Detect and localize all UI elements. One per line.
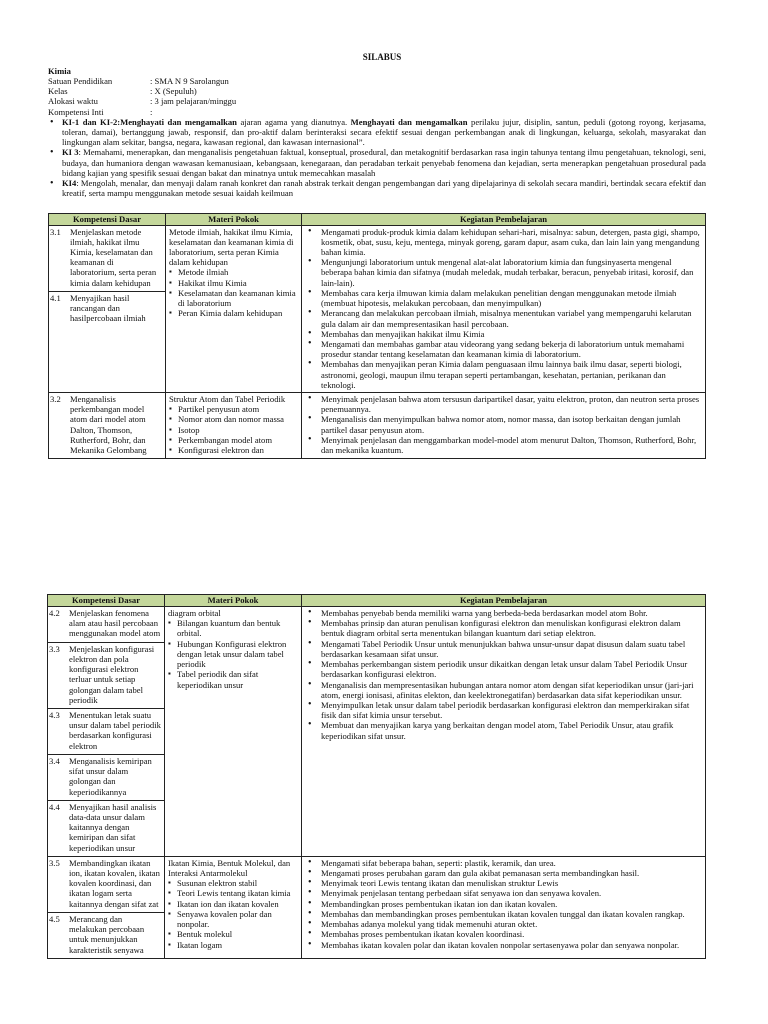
syllabus-table-2 [47, 594, 706, 959]
materi-list [168, 878, 298, 950]
ki-text: ajaran agama yang dianutnya. [236, 116, 351, 127]
materi-item: ▪ Keselamatan dan keamanan kimia di laboratorium [169, 288, 298, 308]
kd-text: Menjelaskan metode ilmiah, hakikat ilmu Kimia, keselamatan dan keamanan di laboratorium, serta peran kimia dalam kehidupan [70, 226, 157, 288]
materi-item: ▪ Partikel penyusun atom [169, 404, 298, 414]
materi-item: ▪ Senyawa kovalen polar dan nonpolar. [168, 909, 298, 929]
kd-item [48, 607, 164, 643]
kegiatan-item: • Membahas dan membandingkan proses pembentukan ikatan kovalen tunggal dan ikatan kovalen rangkap. [305, 909, 702, 919]
materi-item: ▪ Nomor atom dan nomor massa [169, 414, 298, 424]
kd-number: 4.3 [49, 709, 60, 720]
kd-text: Menganalisis perkembangan model atom dari model atom Dalton, Thomson, Rutherford, Bohr, dan Mekanika Gelombang [70, 394, 147, 456]
kegiatan-item: • Membahas ikatan kovalen polar dan ikatan kovalen nonpolar sertasenyawa polar dan senyawa nonpolar. [305, 940, 702, 950]
kd-number: 4.1 [50, 292, 61, 303]
ki-text: : Memahami, menerapkan, dan menganalisis pengetahuan faktual, konseptual, prosedural, dan metakognitif berdasarkan rasa ingin tahunya tentang ilmu pengetahuan, teknologi, seni, budaya, dan humaniora dengan wawasan kemanusiaan, kebangsaan, kenegaraan, dan peradaban terkait penyebab fenomena dan kejadian, serta menerapkan pengetahuan prosedural pada bidang kajian yang spesifik sesuai dengan bakat dan minatnya untuk memecahkan masalah [62, 147, 706, 178]
col-header-kg: Kegiatan Pembelajaran [302, 595, 706, 607]
kd-item [49, 226, 165, 292]
kegiatan-item: • Membahas adanya molekul yang tidak memenuhi aturan oktet. [305, 919, 702, 929]
kegiatan-item: • Menyimak penjelasan dan menggambarkan model-model atom menurut Dalton, Thomson, Rutherford, Bohr, dan mekanika kuantum. [305, 435, 702, 455]
meta-label: Kelas [48, 86, 68, 97]
col-header-mp: Materi Pokok [165, 595, 302, 607]
kompetensi-dasar-cell [49, 225, 166, 393]
col-header-mp: Materi Pokok [166, 213, 302, 225]
table-header-row [49, 213, 706, 225]
kd-item [48, 709, 164, 755]
materi-item: ▪ Hubungan Konfigurasi elektron dengan letak unsur dalam tabel periodik [168, 639, 298, 670]
kd-number: 3.1 [50, 226, 61, 237]
kegiatan-list [305, 227, 702, 391]
kompetensi-dasar-cell [49, 393, 166, 459]
kegiatan-list [305, 608, 702, 741]
col-header-kd: Kompetensi Dasar [49, 213, 166, 225]
kegiatan-cell [302, 225, 706, 393]
kd-text: Menjelaskan fenomena alam atau hasil percobaan menggunakan model atom [69, 608, 161, 639]
materi-item: ▪ Bilangan kuantum dan bentuk orbital. [168, 618, 298, 638]
kompetensi-inti-item [48, 178, 706, 198]
subject-title: Kimia [48, 65, 71, 76]
kd-text: Menganalisis kemiripan sifat unsur dalam golongan dan keperiodikannya [69, 755, 152, 797]
meta-row [48, 107, 706, 117]
materi-item: ▪ Ikatan ion dan ikatan kovalen [168, 899, 298, 909]
materi-item: ▪ Peran Kimia dalam kehidupan [169, 308, 298, 318]
kd-number: 3.4 [49, 755, 60, 766]
table-row [49, 393, 706, 459]
kompetensi-inti-list [48, 117, 706, 199]
kd-number: 3.2 [50, 394, 61, 405]
materi-item: ▪ Isotop [169, 425, 298, 435]
materi-intro: Ikatan Kimia, Bentuk Molekul, dan Interaksi Antarmolekul [168, 857, 291, 879]
kegiatan-cell [302, 607, 706, 857]
kd-text: Menentukan letak suatu unsur dalam tabel periodik berdasarkan konfigurasi elektron [69, 709, 161, 751]
meta-value: : X (Sepuluh) [150, 86, 197, 97]
meta-value: : SMA N 9 Sarolangun [150, 75, 229, 86]
kegiatan-item: • Merancang dan melakukan percobaan ilmiah, misalnya menentukan variabel yang mempengaruhi kelarutan gula dalam air dan mempresentasikan hasil percobaan. [305, 308, 702, 328]
materi-intro: Metode ilmiah, hakikat ilmu Kimia, keselamatan dan keamanan kimia di laboratorium, serta peran Kimia dalam kehidupan [169, 226, 294, 268]
materi-pokok-cell [166, 225, 302, 393]
kegiatan-item: • Mengamati sifat beberapa bahan, seperti: plastik, keramik, dan urea. [305, 858, 702, 868]
kd-item [49, 292, 165, 327]
ki-text: perilaku jujur, disiplin, santun, peduli (gotong royong, kerjasama, toleran, damai), bertanggung jawab, responsif, dan pro-aktif dalam berinteraksi secara efektif sesuai dengan perkembangan anak di lingkungan, keluarga, sekolah, masyarakat dan lingkungan alam sekitar, bangsa, negara, kawasan regional, dan kawasan internasional”. [62, 116, 706, 148]
kd-number: 4.2 [49, 608, 60, 618]
kd-text: Menyajikan hasil rancangan dan hasilpercobaan ilmiah [70, 292, 146, 324]
kd-number: 3.5 [49, 857, 60, 868]
kegiatan-item: • Mengamati produk-produk kimia dalam kehidupan sehari-hari, misalnya: sabun, detergen, pasta gigi, shampo, kosmetik, obat, susu, keju, mentega, minyak goreng, garam dapur, asam cuka, dan lain lain yang mengandung bahan kimia. [305, 227, 702, 258]
materi-item: ▪ Bentuk molekul [168, 929, 298, 939]
kd-number: 4.4 [49, 801, 60, 812]
table-row [49, 225, 706, 393]
meta-row [48, 76, 706, 86]
kegiatan-item: • Membahas perkembangan sistem periodik unsur dikaitkan dengan letak unsur dalam Tabel Periodik Unsur berdasarkan konfigurasi elektron. [305, 659, 702, 679]
kegiatan-item: • Membandingkan proses pembentukan ikatan ion dan ikatan kovalen. [305, 899, 702, 909]
kegiatan-item: • Mengamati dan membahas gambar atau videorang yang sedang bekerja di laboratorium untuk memahami prosedur standar tentang keselamatan dan keamanan kimia di laboratorium. [305, 339, 702, 359]
kegiatan-item: • Membahas dan menyajikan hakikat ilmu Kimia [305, 329, 702, 339]
kegiatan-item: • Membahas penyebab benda memiliki warna yang berbeda-beda berdasarkan model atom Bohr. [305, 608, 702, 618]
ki-heading: Menghayati dan mengamalkan [350, 116, 468, 127]
meta-label: Alokasi waktu [48, 96, 98, 107]
kegiatan-item: • Membuat dan menyajikan karya yang berkaitan dengan model atom, Tabel Periodik Unsur, atau grafik keperiodikan sifat unsur. [305, 720, 702, 740]
materi-item: ▪ Ikatan logam [168, 940, 298, 950]
kompetensi-dasar-cell [48, 607, 165, 857]
meta-info [48, 76, 706, 117]
page-1 [48, 52, 706, 459]
kompetensi-inti-item [48, 147, 706, 178]
kd-item [48, 801, 164, 856]
col-header-kd: Kompetensi Dasar [48, 595, 165, 607]
materi-item: ▪ Metode ilmiah [169, 267, 298, 277]
materi-list [168, 618, 298, 690]
col-header-kg: Kegiatan Pembelajaran [302, 213, 706, 225]
kegiatan-cell [302, 393, 706, 459]
meta-row [48, 96, 706, 106]
kegiatan-item: • Mengamati Tabel Periodik Unsur untuk menunjukkan bahwa unsur-unsur dapat disusun dalam suatu tabel berdasarkan kesamaan sifat unsur. [305, 639, 702, 659]
materi-pokok-cell [165, 856, 302, 958]
table-header-row [48, 595, 706, 607]
kegiatan-list [305, 394, 702, 455]
materi-item: ▪ Hakikat ilmu Kimia [169, 278, 298, 288]
kd-number: 3.3 [49, 643, 60, 654]
kd-text: Menjelaskan konfigurasi elektron dan pola konfigurasi elektron terluar untuk setiap golongan dalam tabel periodik [69, 643, 155, 705]
kegiatan-item: • Mengunjungi laboratorium untuk mengenal alat-alat laboratorium kimia dan fungsinyaserta mengenal beberapa bahan kimia dan sifatnya (mudah meledak, mudah terbakar, beracun, penyebab iritasi, korosif, dan lain-lain). [305, 257, 702, 288]
kegiatan-item: • Menganalisis dan mempresentasikan hubungan antara nomor atom dengan sifat keperiodikan unsur (jari-jari atom, energi ionisasi, afinitas elekton, dan keelektronegatifan) berdasarkan data sifat keperiodikan unsur. [305, 680, 702, 700]
kd-text: Merancang dan melakukan percobaan untuk menunjukkan karakteristik senyawa [69, 913, 145, 955]
kd-item [48, 755, 164, 801]
kompetensi-dasar-cell [48, 856, 165, 958]
materi-pokok-cell [165, 607, 302, 857]
materi-item: ▪ Perkembangan model atom [169, 435, 298, 445]
ki-heading: KI4 [62, 178, 77, 189]
meta-label: Satuan Pendidikan [48, 75, 113, 86]
kd-item [49, 393, 165, 458]
kegiatan-list [305, 858, 702, 950]
materi-item: ▪ Konfigurasi elektron dan [169, 445, 298, 455]
kegiatan-item: • Menganalisis dan menyimpulkan bahwa nomor atom, nomor massa, dan isotop berkaitan dengan jumlah partikel dasar penyusun atom. [305, 414, 702, 434]
kegiatan-item: • Mengamati proses perubahan garam dan gula akibat pemanasan serta membandingkan hasil. [305, 868, 702, 878]
meta-label: Kompetensi Inti [48, 106, 104, 117]
materi-list [169, 267, 298, 318]
syllabus-table-1 [48, 213, 706, 460]
kd-text: Menyajikan hasil analisis data-data unsur dalam kaitannya dengan kemiripan dan sifat keperiodikan unsur [69, 801, 157, 853]
meta-value: : 3 jam pelajaran/minggu [150, 96, 237, 107]
kd-number: 4.5 [49, 913, 60, 924]
kegiatan-item: • Menyimpulkan letak unsur dalam tabel periodik berdasarkan konfigurasi elektron dan memperkirakan sifat fisik dan sifat kimia unsur tersebut. [305, 700, 702, 720]
ki-heading: KI-1 dan KI-2: [62, 116, 121, 127]
document-title: SILABUS [362, 52, 402, 62]
table-row [48, 607, 706, 857]
materi-item: ▪ Teori Lewis tentang ikatan kimia [168, 888, 298, 898]
table-row [48, 856, 706, 958]
kegiatan-item: • Membahas prinsip dan aturan penulisan konfigurasi elektron dan menuliskan konfigurasi elektron dalam bentuk diagram orbital serta menentukan bilangan kuantum dari setiap elektron. [305, 618, 702, 638]
materi-pokok-cell [166, 393, 302, 459]
kegiatan-item: • Menyimak teori Lewis tentang ikatan dan menuliskan struktur Lewis [305, 878, 702, 888]
kegiatan-cell [302, 856, 706, 958]
kd-item [48, 913, 164, 958]
kegiatan-item: • Membahas dan menyajikan peran Kimia dalam penguasaan ilmu lainnya baik ilmu dasar, seperti biologi, astronomi, geologi, maupun ilmu terapan seperti pertambangan, kesehatan, pertanian, perikanan dan teknologi. [305, 359, 702, 390]
materi-intro: diagram orbital [168, 608, 221, 618]
kd-text: Membandingkan ikatan ion, ikatan kovalen, ikatan kovalen koordinasi, dan ikatan logam serta kaitannya dengan sifat zat [69, 857, 160, 909]
kd-item [48, 643, 164, 709]
meta-value: : [150, 106, 153, 117]
materi-intro: Struktur Atom dan Tabel Periodik [169, 394, 286, 405]
kompetensi-inti-item [48, 117, 706, 148]
ki-text: : Mengolah, menalar, dan menyaji dalam ranah konkret dan ranah abstrak terkait dengan pengembangan dari yang dipelajarinya di sekolah secara mandiri, bertindak secara efektif dan kreatif, serta mampu menggunakan metode sesuai kaidah keilmuan [62, 178, 706, 199]
materi-list [169, 404, 298, 455]
ki-heading: Menghayati dan mengamalkan [120, 116, 237, 127]
ki-heading: KI 3 [62, 147, 79, 158]
kegiatan-item: • Menyimak penjelasan bahwa atom tersusun daripartikel dasar, yaitu elektron, proton, dan neutron serta proses penemuannya. [305, 394, 702, 414]
kd-item [48, 857, 164, 913]
kegiatan-item: • Membahas proses pembentukan ikatan kovalen koordinasi. [305, 929, 702, 939]
materi-item: ▪ Tabel periodik dan sifat keperiodikan unsur [168, 669, 298, 689]
kegiatan-item: • Menyimak penjelasan tentang perbedaan sifat senyawa ion dan senyawa kovalen. [305, 888, 702, 898]
page-2 [47, 594, 706, 959]
kegiatan-item: • Membahas cara kerja ilmuwan kimia dalam melakukan penelitian dengan menggunakan metode ilmiah (membuat hipotesis, melakukan percobaan, dan menyimpulkan) [305, 288, 702, 308]
meta-row [48, 86, 706, 96]
materi-item: ▪ Susunan elektron stabil [168, 878, 298, 888]
